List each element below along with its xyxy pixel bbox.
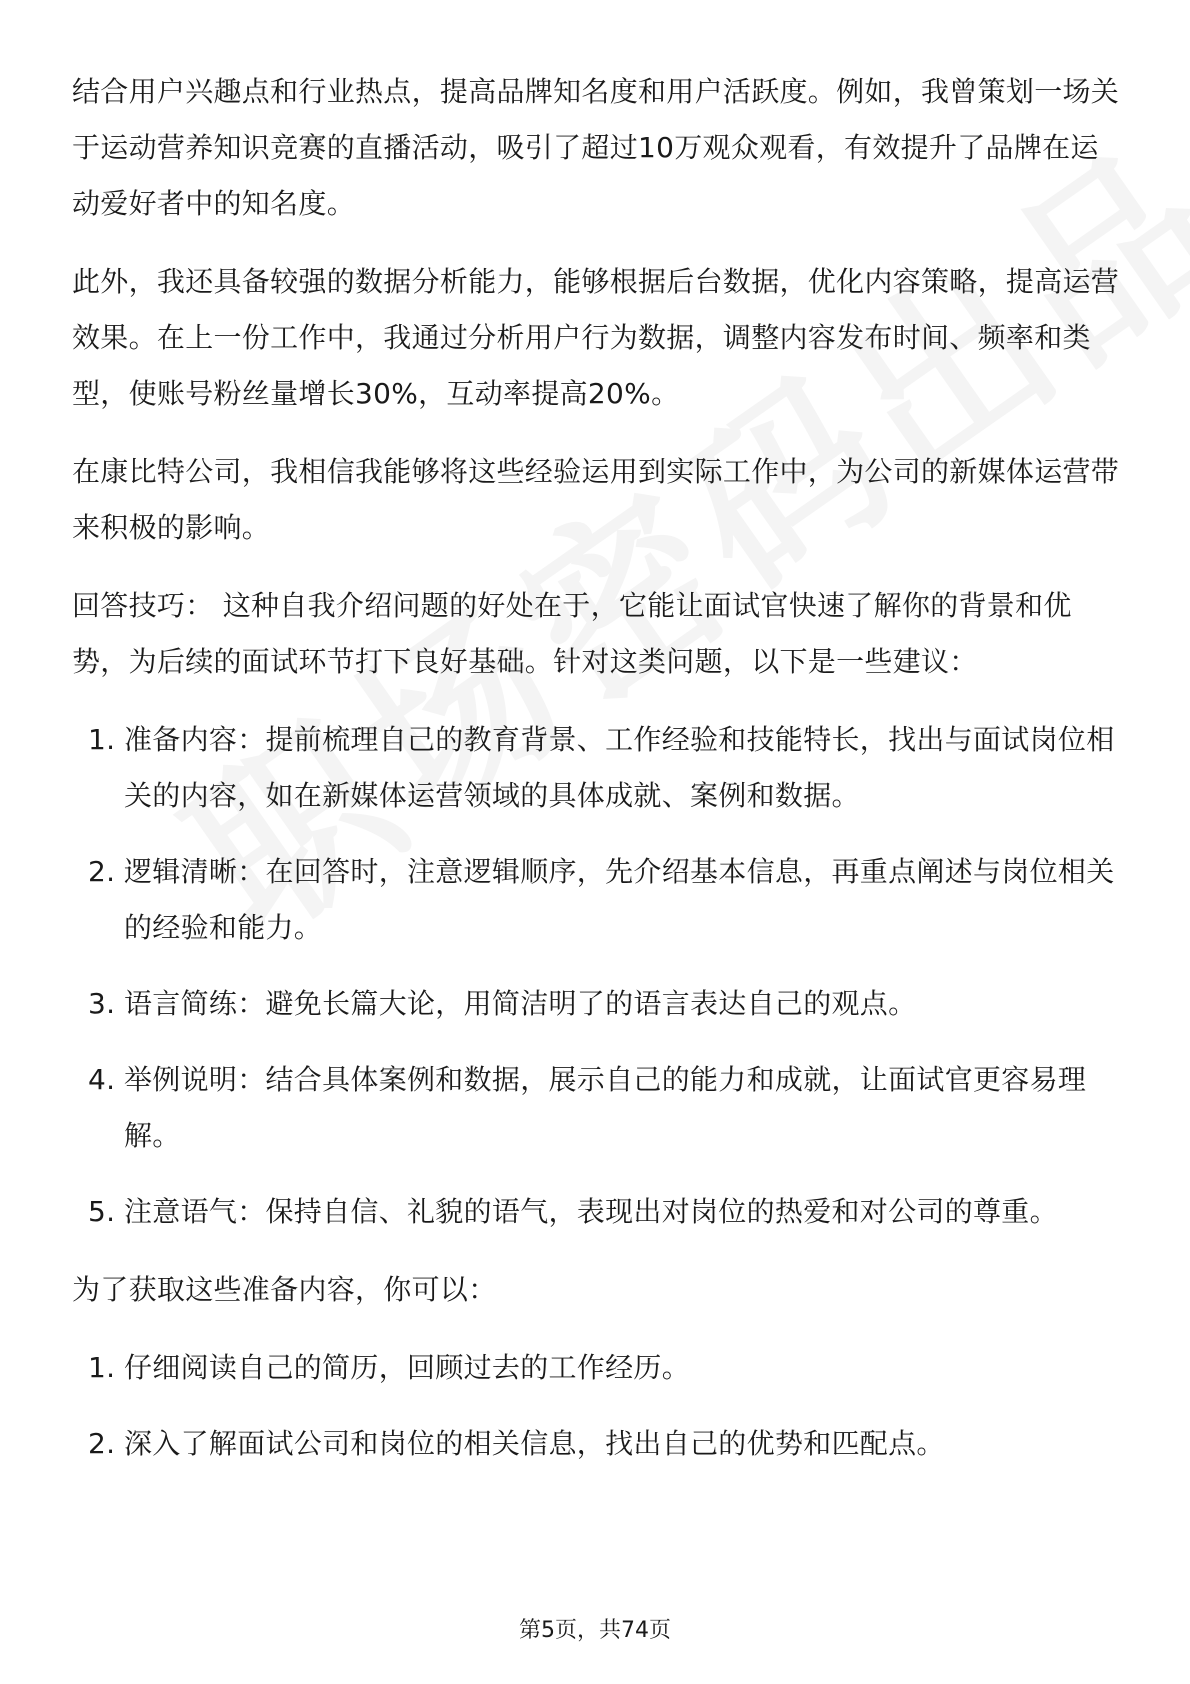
document-body: [72, 64, 1122, 1494]
list-item: [72, 976, 1122, 1032]
list-item-text: 逻辑清晰：在回答时，注意逻辑顺序，先介绍基本信息，再重点阐述与岗位相关的经验和能力。: [124, 855, 1115, 944]
list-item: [72, 1416, 1122, 1472]
list-item-number: 4.: [88, 1063, 116, 1096]
prep-list: [72, 1340, 1122, 1472]
list-item: [72, 1184, 1122, 1240]
paragraph-answer-tips: 回答技巧： 这种自我介绍问题的好处在于，它能让面试官快速了解你的背景和优势，为后续的面试环节打下良好基础。针对这类问题，以下是一些建议：: [72, 589, 1072, 678]
list-item-text: 仔细阅读自己的简历，回顾过去的工作经历。: [124, 1351, 691, 1384]
list-item-text: 语言简练：避免长篇大论，用简洁明了的语言表达自己的观点。: [124, 987, 917, 1020]
tips-list: [72, 712, 1122, 1240]
list-item-text: 深入了解面试公司和岗位的相关信息，找出自己的优势和匹配点。: [124, 1427, 945, 1460]
list-item-text: 准备内容：提前梳理自己的教育背景、工作经验和技能特长，找出与面试岗位相关的内容，如在新媒体运营领域的具体成就、案例和数据。: [124, 723, 1115, 812]
page-number: 第5页，共74页: [519, 1618, 671, 1643]
list-item-number: 3.: [88, 987, 116, 1020]
list-item: [72, 1340, 1122, 1396]
paragraph-brand-activity: 结合用户兴趣点和行业热点，提高品牌知名度和用户活跃度。例如，我曾策划一场关于运动营养知识竞赛的直播活动，吸引了超过10万观众观看，有效提升了品牌在运动爱好者中的知名度。: [72, 75, 1120, 220]
list-item-text: 举例说明：结合具体案例和数据，展示自己的能力和成就，让面试官更容易理解。: [124, 1063, 1087, 1152]
list-item-text: 注意语气：保持自信、礼貌的语气，表现出对岗位的热爱和对公司的尊重。: [124, 1195, 1058, 1228]
paragraph-prep-intro: 为了获取这些准备内容，你可以：: [72, 1273, 497, 1306]
list-item: [72, 844, 1122, 956]
list-item-number: 2.: [88, 855, 116, 888]
list-item-number: 1.: [88, 1351, 116, 1384]
list-item: [72, 1052, 1122, 1164]
paragraph-data-analysis: 此外，我还具备较强的数据分析能力，能够根据后台数据，优化内容策略，提高运营效果。在上一份工作中，我通过分析用户行为数据，调整内容发布时间、频率和类型，使账号粉丝量增长30%，互动率提高20%。: [72, 265, 1120, 410]
paragraph-company-contribution: 在康比特公司，我相信我能够将这些经验运用到实际工作中，为公司的新媒体运营带来积极的影响。: [72, 455, 1120, 544]
list-item-number: 1.: [88, 723, 116, 756]
list-item-number: 2.: [88, 1427, 116, 1460]
list-item-number: 5.: [88, 1195, 116, 1228]
list-item: [72, 712, 1122, 824]
